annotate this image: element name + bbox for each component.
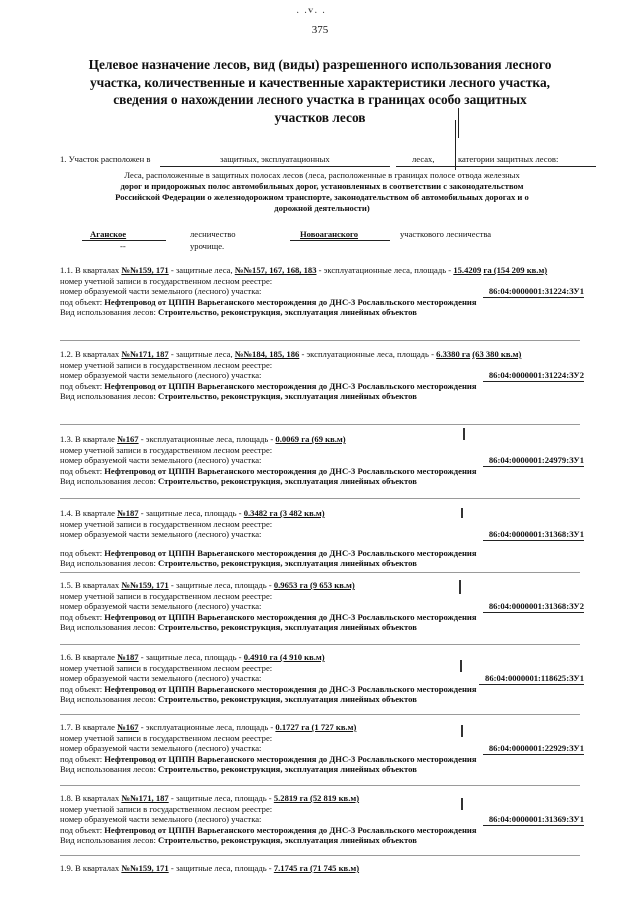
quarter-prefix: В квартале <box>75 722 115 732</box>
quarter-prefix: В квартале <box>75 652 115 662</box>
record-row <box>60 276 584 287</box>
cadastral-label: номер образуемой части земельного (лесного) участка: <box>60 529 262 540</box>
category-label: категории защитных лесов: <box>458 154 559 164</box>
forestry-underline <box>82 240 166 241</box>
object-label: под объект: <box>60 465 103 476</box>
category-text <box>62 170 582 214</box>
section-number: 1.3. <box>60 434 73 444</box>
quarters: №№171, 187 <box>121 793 169 803</box>
record-label: номер учетной записи в государственном лесном реестре: <box>60 803 273 814</box>
cadastral-number: 86:04:0000001:31224:ЗУ2 <box>483 370 584 382</box>
use-row <box>60 476 584 487</box>
quarters: №№159, 171 <box>121 265 169 275</box>
title-line: Целевое назначение лесов, вид (виды) разрешенного использования лесного <box>88 57 552 72</box>
record-row <box>60 663 584 674</box>
forest-type: - эксплуатационные леса, площадь - <box>140 434 274 444</box>
forestry-row <box>60 229 600 257</box>
location-label: 1. Участок расположен в <box>60 154 151 164</box>
section-heading <box>60 349 584 360</box>
cadastral-row <box>60 743 584 754</box>
quarters: №№159, 171 <box>121 863 169 873</box>
use-label: Вид использования лесов: <box>60 835 156 846</box>
cadastral-row <box>60 814 584 825</box>
cadastral-row <box>60 673 584 684</box>
object-name: Нефтепровод от ЦППН Варьеганского месторождения до ДНС-3 Рославльского месторождения <box>104 753 477 764</box>
forestry-underline <box>290 240 390 241</box>
quarter-prefix: В кварталах <box>75 265 120 275</box>
record-label: номер учетной записи в государственном лесном реестре: <box>60 275 273 286</box>
quarters: №167 <box>117 722 139 732</box>
object-row <box>60 466 584 477</box>
forestry-name: Аганское <box>90 229 127 239</box>
scan-tick <box>459 580 461 594</box>
margin-line <box>458 108 459 138</box>
record-label: номер учетной записи в государственном лесном реестре: <box>60 359 273 370</box>
object-label: под объект: <box>60 753 103 764</box>
quarter-prefix: В кварталах <box>75 580 120 590</box>
record-row <box>60 360 584 371</box>
section-1-1 <box>60 265 584 318</box>
cadastral-row <box>60 455 584 466</box>
quarter-prefix: В кварталах <box>75 793 120 803</box>
scan-mark: · ·ⱽ· · <box>296 8 327 19</box>
area-value: 0.9653 га (9 653 кв.м) <box>273 580 355 590</box>
district-label: участкового лесничества <box>400 229 492 239</box>
object-row <box>60 825 584 836</box>
cadastral-number: 86:04:0000001:31369:ЗУ1 <box>483 814 584 826</box>
cadastral-label: номер образуемой части земельного (лесного) участка: <box>60 814 262 825</box>
section-1-5 <box>60 580 584 633</box>
scan-tick <box>461 725 463 737</box>
object-name: Нефтепровод от ЦППН Варьеганского месторождения до ДНС-3 Рославльского месторождения <box>104 380 477 391</box>
section-heading <box>60 863 584 874</box>
section-number: 1.9. <box>60 863 73 873</box>
use-row <box>60 694 584 705</box>
forestry-label: лесничество <box>190 229 236 239</box>
quarters: №187 <box>117 652 139 662</box>
quarters: №№157, 167, 168, 183 <box>234 265 317 275</box>
location-underline <box>160 166 390 167</box>
scan-tick <box>461 798 463 810</box>
quarter-prefix: В кварталах <box>75 863 120 873</box>
record-row <box>60 519 584 530</box>
record-label: номер учетной записи в государственном лесном реестре: <box>60 662 273 673</box>
record-label: номер учетной записи в государственном лесном реестре: <box>60 590 273 601</box>
object-name: Нефтепровод от ЦППН Варьеганского месторождения до ДНС-3 Рославльского месторождения <box>104 296 477 307</box>
location-row <box>60 154 600 166</box>
area-value: 0.4910 га (4 910 кв.м) <box>243 652 325 662</box>
object-row <box>60 548 584 559</box>
quarters: №№184, 185, 186 <box>234 349 300 359</box>
section-number: 1.4. <box>60 508 73 518</box>
object-row <box>60 684 584 695</box>
object-row <box>60 297 584 308</box>
section-divider <box>60 498 580 499</box>
use-value: Строительство, реконструкция, эксплуатация линейных объектов <box>157 391 417 402</box>
title-line: сведения о нахождении лесного участка в границах особо защитных <box>113 92 527 108</box>
tract-label: урочище. <box>190 241 225 251</box>
section-heading <box>60 793 584 804</box>
section-number: 1.2. <box>60 349 73 359</box>
section-1-2 <box>60 349 584 402</box>
object-label: под объект: <box>60 380 103 391</box>
scan-tick <box>461 508 463 518</box>
area-value: (63 380 кв.м) <box>472 349 522 359</box>
use-row <box>60 764 584 775</box>
forest-type: - эксплуатационные леса, площадь - <box>140 722 274 732</box>
cadastral-label: номер образуемой части земельного (лесного) участка: <box>60 743 262 754</box>
use-label: Вид использования лесов: <box>60 622 156 633</box>
section-divider <box>60 714 580 715</box>
section-divider <box>60 644 580 645</box>
section-1-8 <box>60 793 584 846</box>
forests-word: лесах, <box>412 154 435 164</box>
use-value: Строительство, реконструкция, эксплуатация линейных объектов <box>157 558 417 569</box>
object-name: Нефтепровод от ЦППН Варьеганского месторождения до ДНС-3 Рославльского месторождения <box>104 611 477 622</box>
record-label: номер учетной записи в государственном лесном реестре: <box>60 732 273 743</box>
section-heading <box>60 265 584 276</box>
section-number: 1.6. <box>60 652 73 662</box>
location-underline <box>396 166 596 167</box>
use-value: Строительство, реконструкция, эксплуатация линейных объектов <box>157 835 417 846</box>
object-name: Нефтепровод от ЦППН Варьеганского месторождения до ДНС-3 Рославльского месторождения <box>104 824 477 835</box>
use-row <box>60 558 584 569</box>
category-line: Леса, расположенные в защитных полосах лесов (леса, расположенные в границах полосе отвода железных <box>124 170 520 180</box>
cadastral-number: 86:04:0000001:31368:ЗУ2 <box>483 601 584 613</box>
use-label: Вид использования лесов: <box>60 307 156 318</box>
record-label: номер учетной записи в государственном лесном реестре: <box>60 518 273 529</box>
category-line: дорог и придорожных полос автомобильных дорог, установленных в соответствии с законодательством <box>120 181 524 191</box>
quarters: №№171, 187 <box>121 349 169 359</box>
section-1-4 <box>60 508 584 569</box>
section-heading <box>60 722 584 733</box>
section-divider <box>60 785 580 786</box>
area-value: 0.0069 га (69 кв.м) <box>275 434 346 444</box>
section-heading <box>60 652 584 663</box>
record-row <box>60 804 584 815</box>
record-row <box>60 445 584 456</box>
use-label: Вид использования лесов: <box>60 764 156 775</box>
forest-type: - защитные леса, <box>170 265 233 275</box>
section-1-9 <box>60 863 584 874</box>
record-row <box>60 733 584 744</box>
use-value: Строительство, реконструкция, эксплуатация линейных объектов <box>157 307 417 318</box>
cadastral-label: номер образуемой части земельного (лесного) участка: <box>60 673 262 684</box>
forest-types: защитных, эксплуатационных <box>220 154 330 164</box>
cadastral-row <box>60 286 584 297</box>
object-label: под объект: <box>60 824 103 835</box>
section-number: 1.7. <box>60 722 73 732</box>
object-label: под объект: <box>60 296 103 307</box>
object-row <box>60 612 584 623</box>
cadastral-number: 86:04:0000001:24979:ЗУ1 <box>483 455 584 467</box>
object-name: Нефтепровод от ЦППН Варьеганского месторождения до ДНС-3 Рославльского месторождения <box>104 683 477 694</box>
use-label: Вид использования лесов: <box>60 476 156 487</box>
section-divider <box>60 572 580 573</box>
object-label: под объект: <box>60 611 103 622</box>
cadastral-number: 86:04:0000001:31368:ЗУ1 <box>483 529 584 541</box>
area-value: га (154 209 кв.м) <box>483 265 548 275</box>
section-heading <box>60 434 584 445</box>
record-row <box>60 591 584 602</box>
use-label: Вид использования лесов: <box>60 558 156 569</box>
forest-type: - эксплуатационные леса, площадь - <box>301 349 434 359</box>
cadastral-label: номер образуемой части земельного (лесного) участка: <box>60 455 262 466</box>
area-value: 5.2819 га (52 819 кв.м) <box>273 793 360 803</box>
cadastral-row <box>60 601 584 612</box>
scan-tick <box>463 428 465 440</box>
use-value: Строительство, реконструкция, эксплуатация линейных объектов <box>157 764 417 775</box>
tract-value: -- <box>120 241 126 251</box>
cadastral-number: 86:04:0000001:118625:ЗУ1 <box>479 673 584 685</box>
area-value: 7.1745 га (71 745 кв.м) <box>273 863 360 873</box>
area-value: 0.3482 га (3 482 кв.м) <box>243 508 325 518</box>
forest-type: - защитные леса, площадь - <box>140 508 242 518</box>
record-label: номер учетной записи в государственном лесном реестре: <box>60 444 273 455</box>
cadastral-row <box>60 370 584 381</box>
section-number: 1.8. <box>60 793 73 803</box>
use-value: Строительство, реконструкция, эксплуатация линейных объектов <box>157 622 417 633</box>
forest-type: - защитные леса, площадь - <box>170 863 272 873</box>
quarters: №№159, 171 <box>121 580 169 590</box>
object-label: под объект: <box>60 547 103 558</box>
section-number: 1.5. <box>60 580 73 590</box>
area-value: 6.3380 га <box>436 349 471 359</box>
district-name: Новоаганского <box>300 229 359 239</box>
forest-type: - защитные леса, площадь - <box>170 580 272 590</box>
cadastral-label: номер образуемой части земельного (лесного) участка: <box>60 601 262 612</box>
section-1-7 <box>60 722 584 775</box>
section-divider <box>60 340 580 341</box>
scan-tick <box>460 660 462 672</box>
use-row <box>60 622 584 633</box>
title-line: участков лесов <box>274 109 366 125</box>
cadastral-number: 86:04:0000001:31224:ЗУ1 <box>483 286 584 298</box>
forest-type: - защитные леса, площадь - <box>140 652 242 662</box>
quarter-prefix: В квартале <box>75 508 115 518</box>
object-name: Нефтепровод от ЦППН Варьеганского месторождения до ДНС-3 Рославльского месторождения <box>104 465 477 476</box>
object-row <box>60 754 584 765</box>
area-value: 15.4209 <box>453 265 482 275</box>
title-line: участка, количественные и качественные характеристики лесного участка, <box>89 74 550 90</box>
cadastral-label: номер образуемой части земельного (лесного) участка: <box>60 286 262 297</box>
section-divider <box>60 424 580 425</box>
category-line: дорожной деятельности) <box>274 203 370 213</box>
cadastral-row <box>60 529 584 540</box>
use-row <box>60 835 584 846</box>
cadastral-number: 86:04:0000001:22929:ЗУ1 <box>483 743 584 755</box>
use-value: Строительство, реконструкция, эксплуатация линейных объектов <box>157 476 417 487</box>
document-title <box>40 56 600 126</box>
forest-type: - эксплуатационные леса, площадь - <box>318 265 452 275</box>
section-1-6 <box>60 652 584 705</box>
section-number: 1.1. <box>60 265 73 275</box>
section-heading <box>60 508 584 519</box>
object-row <box>60 381 584 392</box>
use-row <box>60 307 584 318</box>
quarters: №167 <box>117 434 139 444</box>
quarter-prefix: В квартале <box>75 434 115 444</box>
quarters: №187 <box>117 508 139 518</box>
use-label: Вид использования лесов: <box>60 694 156 705</box>
category-line: Российской Федерации о железнодорожном транспорте, законодательством об автомобильных дорогах и о <box>115 192 529 202</box>
page-number: 375 <box>311 24 329 36</box>
use-row <box>60 391 584 402</box>
area-value: 0.1727 га (1 727 кв.м) <box>275 722 357 732</box>
section-heading <box>60 580 584 591</box>
forest-type: - защитные леса, площадь - <box>170 793 272 803</box>
section-divider <box>60 855 580 856</box>
forest-type: - защитные леса, <box>170 349 233 359</box>
use-value: Строительство, реконструкция, эксплуатация линейных объектов <box>157 694 417 705</box>
cadastral-label: номер образуемой части земельного (лесного) участка: <box>60 370 262 381</box>
section-1-3 <box>60 434 584 487</box>
object-name: Нефтепровод от ЦППН Варьеганского месторождения до ДНС-3 Рославльского месторождения <box>104 547 477 558</box>
object-label: под объект: <box>60 683 103 694</box>
quarter-prefix: В кварталах <box>75 349 120 359</box>
use-label: Вид использования лесов: <box>60 391 156 402</box>
